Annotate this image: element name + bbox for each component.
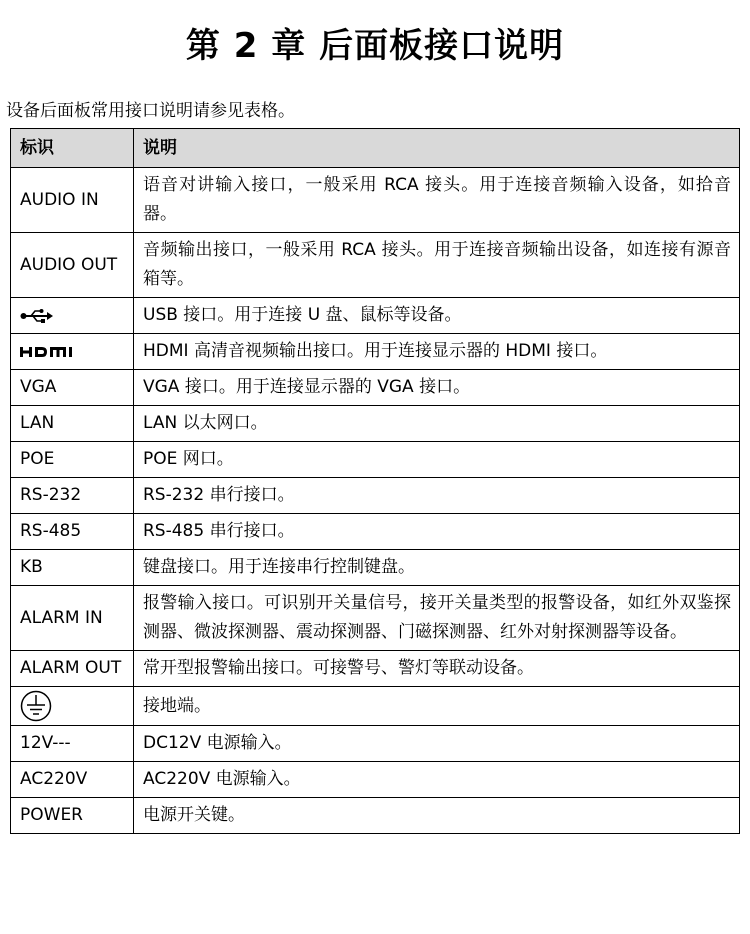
row-desc: AC220V 电源输入。 [134, 762, 740, 798]
table-row [11, 762, 740, 798]
row-desc: USB 接口。用于连接 U 盘、鼠标等设备。 [134, 298, 740, 334]
row-id: VGA [11, 370, 134, 406]
row-id: AC220V [11, 762, 134, 798]
row-id: KB [11, 550, 134, 586]
row-id: AUDIO IN [11, 168, 134, 233]
table-header-row [11, 129, 740, 168]
row-id-icon [11, 334, 134, 370]
row-desc: 报警输入接口。可识别开关量信号，接开关量类型的报警设备，如红外双鉴探测器、微波探测器、震动探测器、门磁探测器、红外对射探测器等设备。 [134, 586, 740, 651]
row-id: RS-485 [11, 514, 134, 550]
row-desc: 语音对讲输入接口，一般采用 RCA 接头。用于连接音频输入设备，如拾音器。 [134, 168, 740, 233]
row-id: POE [11, 442, 134, 478]
table-row [11, 233, 740, 298]
row-desc: 电源开关键。 [134, 798, 740, 834]
row-desc: 常开型报警输出接口。可接警号、警灯等联动设备。 [134, 651, 740, 687]
row-desc: DC12V 电源输入。 [134, 726, 740, 762]
ground-icon [20, 690, 52, 722]
row-desc: 音频输出接口，一般采用 RCA 接头。用于连接音频输出设备，如连接有源音箱等。 [134, 233, 740, 298]
row-desc: HDMI 高清音视频输出接口。用于连接显示器的 HDMI 接口。 [134, 334, 740, 370]
usb-icon [20, 308, 54, 324]
table-row [11, 334, 740, 370]
header-desc: 说明 [134, 129, 740, 168]
table-row [11, 514, 740, 550]
table-row [11, 687, 740, 726]
row-id-icon [11, 687, 134, 726]
row-desc: 键盘接口。用于连接串行控制键盘。 [134, 550, 740, 586]
table-row [11, 442, 740, 478]
row-desc: LAN 以太网口。 [134, 406, 740, 442]
table-row [11, 586, 740, 651]
intro-text: 设备后面板常用接口说明请参见表格。 [6, 101, 295, 121]
table-row [11, 478, 740, 514]
table-row [11, 550, 740, 586]
table-row [11, 798, 740, 834]
row-desc: RS-485 串行接口。 [134, 514, 740, 550]
row-desc: POE 网口。 [134, 442, 740, 478]
row-desc: VGA 接口。用于连接显示器的 VGA 接口。 [134, 370, 740, 406]
header-id: 标识 [11, 129, 134, 168]
hdmi-logo-icon [20, 346, 78, 358]
table-row [11, 726, 740, 762]
interface-table [10, 128, 740, 834]
row-id: RS-232 [11, 478, 134, 514]
table-row [11, 168, 740, 233]
row-id: 12V--- [11, 726, 134, 762]
page-title: 第 2 章 后面板接口说明 [185, 26, 565, 66]
row-id: LAN [11, 406, 134, 442]
table-row [11, 651, 740, 687]
row-id: ALARM IN [11, 586, 134, 651]
row-id: AUDIO OUT [11, 233, 134, 298]
table-row [11, 298, 740, 334]
table-row [11, 406, 740, 442]
row-desc: RS-232 串行接口。 [134, 478, 740, 514]
row-desc: 接地端。 [134, 687, 740, 726]
table-row [11, 370, 740, 406]
row-id: ALARM OUT [11, 651, 134, 687]
row-id: POWER [11, 798, 134, 834]
row-id-icon [11, 298, 134, 334]
